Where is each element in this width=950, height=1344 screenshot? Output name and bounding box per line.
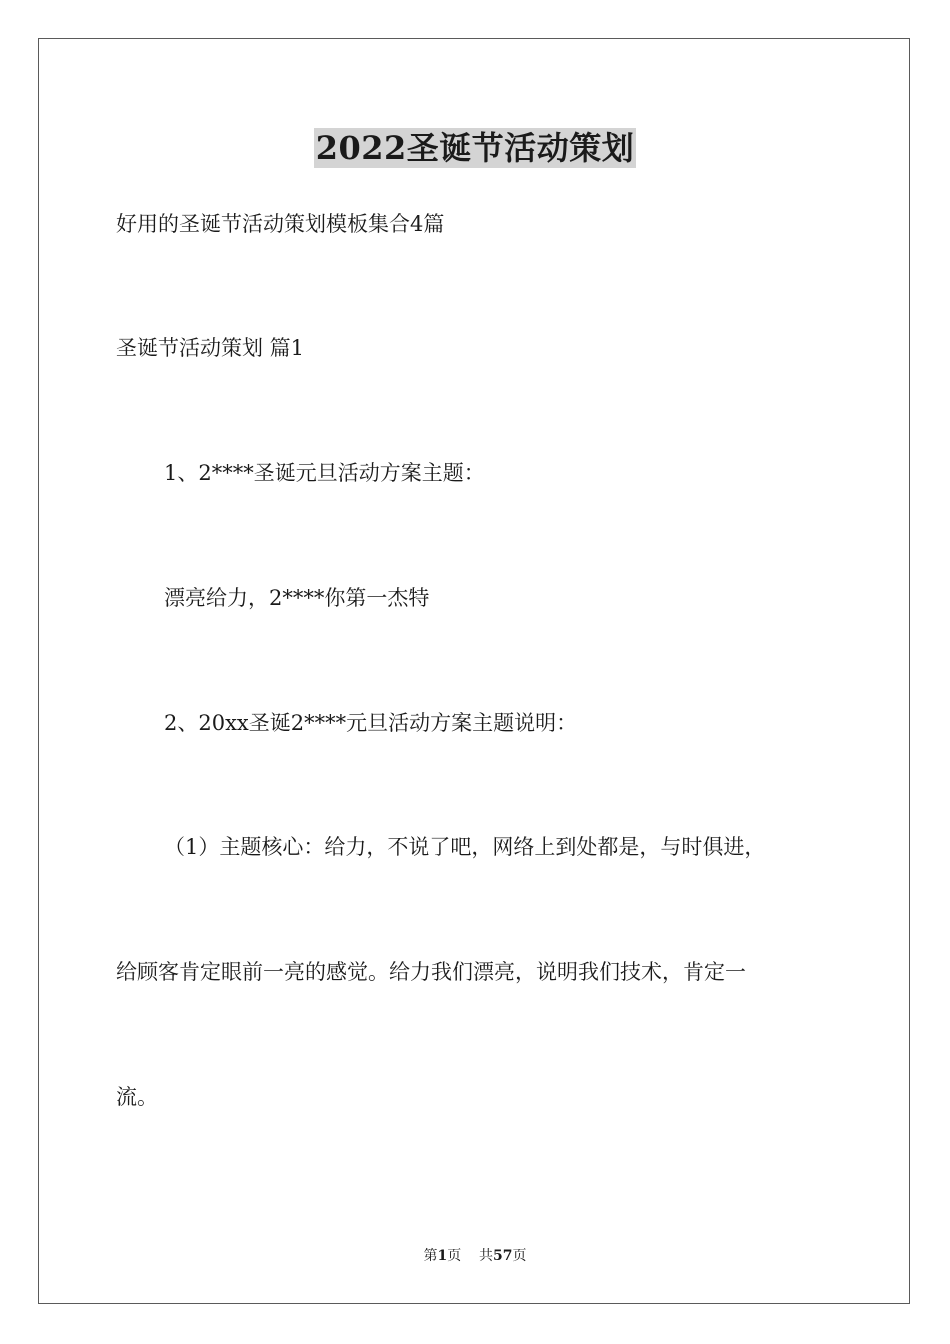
total-pages: 57 xyxy=(493,1248,513,1264)
paragraph-line: 给顾客肯定眼前一亮的感觉。给力我们漂亮，说明我们技术，肯定一 xyxy=(116,960,746,984)
paragraph-line: 流。 xyxy=(116,1085,158,1109)
paragraph-line: （1）主题核心：给力，不说了吧，网络上到处都是，与时俱进， xyxy=(164,835,766,859)
document-title: 2022圣诞节活动策划 xyxy=(315,129,635,167)
page-suffix: 页 xyxy=(447,1248,462,1264)
paragraph-line: 漂亮给力，2****你第一杰特 xyxy=(164,586,430,610)
page-number: 1 xyxy=(437,1248,448,1264)
paragraph-line: 1、2****圣诞元旦活动方案主题： xyxy=(164,461,485,485)
paragraph-line: 2、20xx圣诞2****元旦活动方案主题说明： xyxy=(164,711,578,735)
total-prefix: 共 xyxy=(479,1248,494,1264)
document-title-block xyxy=(0,128,950,168)
page-prefix: 第 xyxy=(423,1248,438,1264)
total-suffix: 页 xyxy=(512,1248,527,1264)
document-intro-line: 好用的圣诞节活动策划模板集合4篇 xyxy=(116,212,445,236)
section-heading: 圣诞节活动策划 篇1 xyxy=(116,336,305,360)
page-footer xyxy=(0,1247,950,1265)
